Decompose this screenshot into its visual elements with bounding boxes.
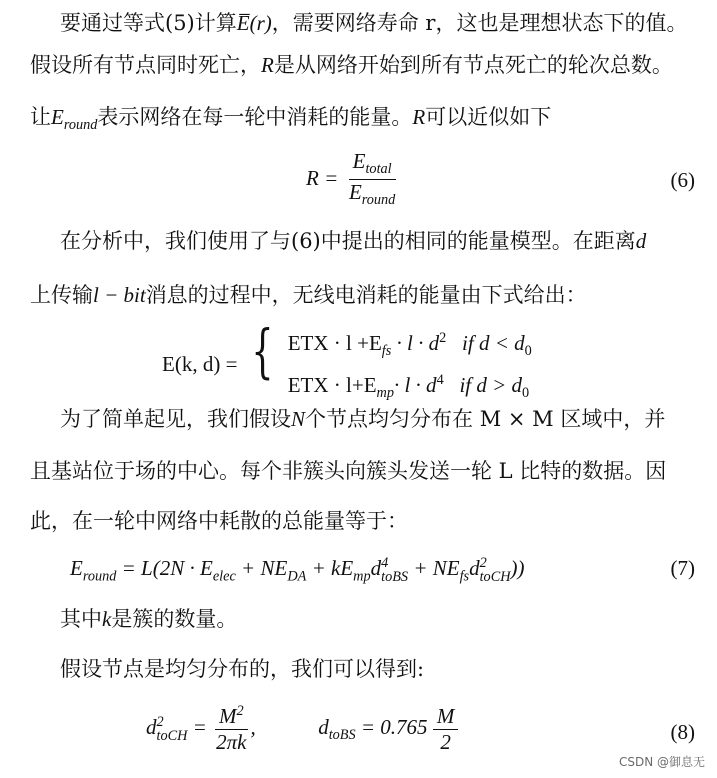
text: 消息的过程中，无线电消耗的能量由下式给出： — [145, 283, 587, 307]
text: 是从网络开始到所有节点死亡的轮次总数。 — [273, 53, 673, 77]
text: 假设所有节点同时死亡， — [30, 53, 261, 77]
paragraph-1 — [30, 2, 717, 44]
equation-number: (6) — [670, 168, 695, 192]
math-inline: l − bit — [93, 283, 146, 307]
paragraph-3-line-2: 且基站位于场的中心。每个非簇头向簇头发送一轮 L 比特的数据。因 — [30, 459, 667, 483]
left-brace: { — [251, 317, 274, 385]
math-inline: R — [412, 105, 426, 129]
paragraph-1-line-2 — [30, 44, 700, 86]
fraction: $\frac{E_{total}}{E_{round}}$ — [348, 149, 396, 209]
text: 可以近似如下 — [425, 105, 552, 129]
equation-8: d 2 toCH = $\frac{M^2}{2\pi k}$ , $d_{toBS} = 0.765$ $\frac{M}{2}$ — [146, 704, 458, 754]
text: ，需要网络寿命 r，这也是理想状态下的值。 — [271, 11, 688, 35]
math-inline: R — [261, 53, 274, 77]
text: 其中 — [60, 607, 102, 631]
paragraph-1-line-3 — [30, 96, 700, 146]
equation-energy — [162, 317, 532, 407]
fraction: $\frac{M^2}{2\pi k}$ — [216, 703, 247, 755]
case-2: ETX · $l+E_{mp}\cdot l \cdot d^4$ if $d > d_0$ — [287, 371, 530, 401]
text: 上传输 — [30, 283, 93, 307]
cases — [288, 324, 532, 406]
text: 个节点均匀分布在 M × M 区域中，并 — [305, 407, 666, 431]
paragraph-5: 假设节点是均匀分布的，我们可以得到: — [60, 657, 425, 681]
fraction: $\frac{M}{2}$ — [433, 705, 459, 754]
equation-7: $E_{round} = L(2N \cdot E_{elec} + NE_{DA} + kE_{mp}d$ 4 toBS + $NE_{fs}d$ 2 toCH )) — [70, 555, 525, 586]
equation-number: (8) — [670, 720, 695, 744]
paragraph-2 — [30, 220, 717, 262]
text: 是簇的数量。 — [111, 607, 238, 631]
text: 让 — [30, 105, 51, 129]
math-inline: N — [291, 407, 306, 431]
paragraph-4 — [30, 598, 717, 640]
math-inline: $E_{round}$ — [51, 105, 98, 134]
equation-number: (7) — [670, 556, 695, 580]
math-inline: E̅(r) — [236, 11, 272, 35]
eq-lhs: R = — [306, 165, 339, 190]
watermark-text: CSDN @御息无 — [618, 755, 705, 769]
eq-lhs: E(k, d) = — [162, 352, 238, 376]
paragraph-3 — [30, 398, 717, 440]
text: 为了简单起见，我们假设 — [60, 407, 291, 431]
math-inline: d — [635, 229, 647, 253]
text: 表示网络在每一轮中消耗的能量。 — [97, 105, 413, 129]
math-inline: k — [102, 607, 112, 631]
case-1: ETX · $l +E_{fs} \cdot l \cdot d^2$ if $d < d_0$ — [287, 330, 532, 360]
text: 要通过等式(5)计算 — [60, 11, 237, 35]
paragraph-2-line-2 — [30, 274, 700, 316]
text: 在分析中，我们使用了与(6)中提出的相同的能量模型。在距离 — [60, 229, 636, 253]
equation-6 — [306, 150, 399, 209]
paragraph-3-line-3: 此，在一轮中网络中耗散的总能量等于： — [30, 509, 408, 533]
